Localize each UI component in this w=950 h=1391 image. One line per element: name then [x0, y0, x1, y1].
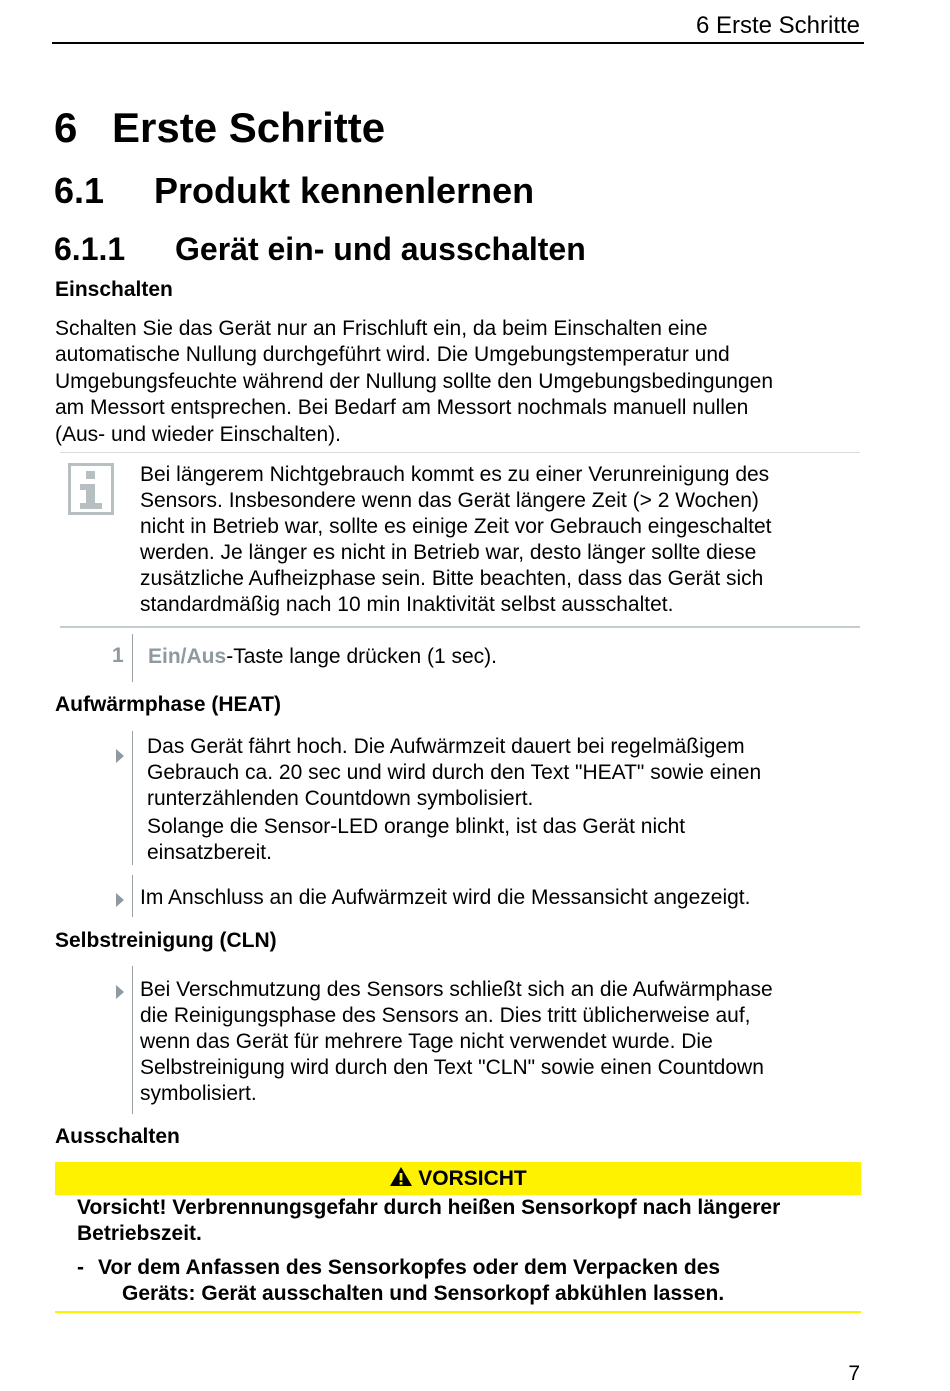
header-rule [52, 42, 864, 44]
warning-triangle-icon [389, 1166, 413, 1187]
heat-result-1 [147, 734, 761, 866]
subsection-number: 6.1.1 [54, 231, 126, 267]
warning-title [55, 1166, 861, 1191]
text-line: wenn das Gerät für mehrere Tage nicht verwendet wurde. Die [140, 1030, 713, 1054]
text-line: standardmäßig nach 10 min Inaktivität selbst ausschaltet. [140, 593, 674, 617]
text-line: Schalten Sie das Gerät nur an Frischluft ein, da beim Einschalten eine [55, 317, 708, 340]
section-title: Produkt kennenlernen [154, 170, 535, 211]
text-line: Selbstreinigung wird durch den Text "CLN" sowie einen Countdown [140, 1056, 764, 1080]
step-bar [132, 634, 133, 682]
text-line: automatische Nullung durchgeführt wird. Die Umgebungstemperatur und [55, 343, 730, 367]
step-number: 1 [112, 644, 124, 667]
einschalten-heading: Einschalten [55, 278, 173, 301]
text-line: Geräts: Gerät ausschalten und Sensorkopf abkühlen lassen. [122, 1282, 725, 1305]
chapter-heading [54, 104, 385, 152]
key-ein: Ein [148, 645, 181, 668]
text-line: die Reinigungsphase des Sensors an. Dies tritt üblicherweise auf, [140, 1004, 751, 1028]
section-heading [54, 170, 534, 212]
text-line: einsatzbereit. [147, 841, 272, 865]
cln-result [140, 977, 773, 1107]
result-arrow-icon [116, 893, 124, 907]
einschalten-paragraph [55, 316, 855, 448]
text-line: Sensors. Insbesondere wenn das Gerät längere Zeit (> 2 Wochen) [140, 489, 759, 513]
text-line: runterzählenden Countdown symbolisiert. [147, 787, 534, 811]
chapter-number: 6 [54, 104, 78, 151]
text-line: am Messort entsprechen. Bei Bedarf am Messort nochmals manuell nullen [55, 396, 749, 420]
subsection-heading [54, 231, 586, 268]
warning-message [77, 1195, 780, 1247]
text-line: Vorsicht! Verbrennungsgefahr durch heißen Sensorkopf nach längerer [77, 1196, 781, 1219]
page-number: 7 [848, 1362, 860, 1385]
step-text [148, 645, 497, 669]
info-note-text [140, 462, 840, 619]
text-line: nicht in Betrieb war, sollte es einige Zeit vor Gebrauch eingeschaltet [140, 515, 772, 539]
text-line: Bei längerem Nichtgebrauch kommt es zu einer Verunreinigung des [140, 463, 770, 486]
cln-heading: Selbstreinigung (CLN) [55, 929, 277, 952]
text-line: Solange die Sensor-LED orange blinkt, ist das Gerät nicht [147, 815, 686, 839]
warning-title-text: VORSICHT [418, 1167, 527, 1190]
result-bar [132, 966, 133, 1114]
warning-dash: - [77, 1256, 84, 1279]
heat-heading: Aufwärmphase (HEAT) [55, 693, 281, 716]
heat-result-2: Im Anschluss an die Aufwärmzeit wird die Messansicht angezeigt. [140, 886, 751, 909]
text-line: symbolisiert. [140, 1082, 257, 1106]
info-note [60, 452, 860, 628]
text-line: Betriebszeit. [77, 1222, 202, 1245]
warning-bar [55, 1162, 861, 1195]
warning-rule [55, 1311, 861, 1313]
result-bar [132, 731, 133, 865]
key-aus: Aus [186, 645, 227, 668]
section-number: 6.1 [54, 170, 105, 211]
text-line: (Aus- und wieder Einschalten). [55, 422, 341, 446]
result-arrow-icon [116, 749, 124, 763]
step-instruction: -Taste lange drücken (1 sec). [226, 645, 497, 668]
key-separator: / [180, 645, 187, 668]
text-line: Das Gerät fährt hoch. Die Aufwärmzeit dauert bei regelmäßigem [147, 735, 745, 758]
result-bar [132, 875, 133, 917]
result-arrow-icon [116, 985, 124, 999]
text-line: Vor dem Anfassen des Sensorkopfes oder dem Verpacken des [98, 1256, 721, 1279]
subsection-title: Gerät ein- und ausschalten [175, 231, 586, 267]
text-line: Umgebungsfeuchte während der Nullung sollte den Umgebungsbedingungen [55, 369, 773, 393]
text-line: zusätzliche Aufheizphase sein. Bitte beachten, dass das Gerät sich [140, 567, 764, 591]
chapter-title: Erste Schritte [112, 104, 386, 151]
text-line: Gebrauch ca. 20 sec und wird durch den Text "HEAT" sowie einen [147, 761, 762, 785]
info-icon [68, 463, 114, 515]
warning-item [98, 1255, 724, 1307]
text-line: werden. Je länger es nicht in Betrieb war, desto länger sollte diese [140, 541, 757, 565]
running-header: 6 Erste Schritte [695, 12, 860, 39]
ausschalten-heading: Ausschalten [55, 1125, 180, 1148]
text-line: Bei Verschmutzung des Sensors schließt sich an die Aufwärmphase [140, 978, 773, 1001]
